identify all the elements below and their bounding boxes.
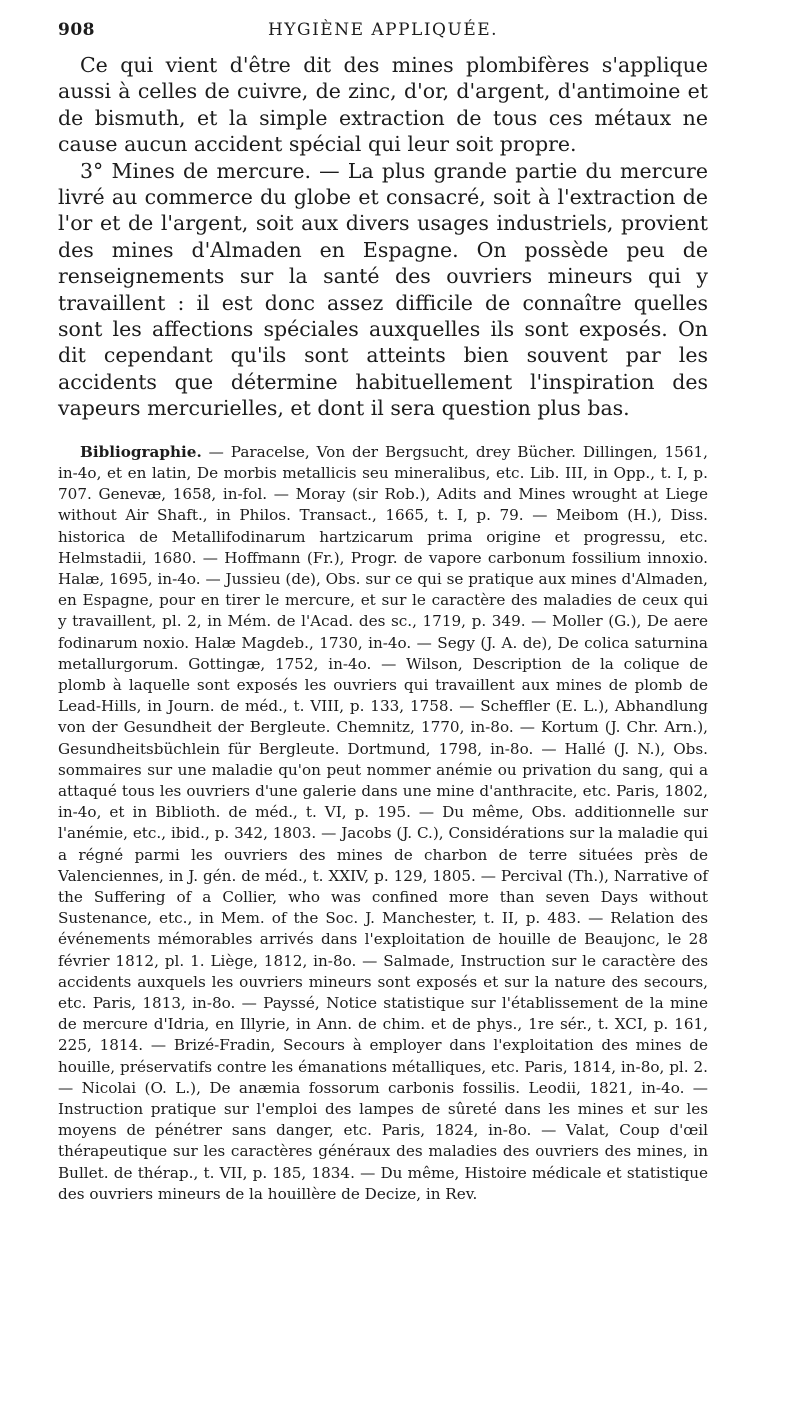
book-page — [58, 14, 708, 1205]
paragraph: Ce qui vient d'être dit des mines plombifères s'applique aussi à celles de cuivre, de zinc, d'or, d'argent, d'antimoine et de bismuth, et la simple extraction de tous ces métaux ne cause aucun accident spécial qui leur soit propre. — [58, 53, 708, 157]
main-text — [58, 52, 708, 422]
bibliography-text: — Paracelse, Von der Bergsucht, drey Bücher. Dillingen, 1561, in-4o, et en latin, De morbis metallicis seu mineralibus, etc. Lib. III, in Opp., t. I, p. 707. Genevæ, 1658, in-fol. — Moray (sir Rob.), Adits and Mines wrought at Liege without Air Shaft., in Philos. Transact., 1665, t. I, p. 79. — Meibom (H.), Diss. historica de Metallifodinarum hartzicarum prima origine et progressu, etc. Helmstadii, 1680. — Hoffmann (Fr.), Progr. de vapore carbonum fossilium innoxio. Halæ, 1695, in-4o. — Jussieu (de), Obs. sur ce qui se pratique aux mines d'Almaden, en Espagne, pour en tirer le mercure, et sur le caractère des maladies de ceux qui y travaillent, pl. 2, in Mém. de l'Acad. des sc., 1719, p. 349. — Moller (G.), De aere fodinarum noxio. Halæ Magdeb., 1730, in-4o. — Segy (J. A. de), De colica saturnina metallurgorum. Gottingæ, 1752, in-4o. — Wilson, Description de la colique de plomb à laquelle sont exposés les ouvriers qui travaillent aux mines de plomb de Lead-Hills, in Journ. de méd., t. VIII, p. 133, 1758. — Scheffler (E. L.), Abhandlung von der Gesundheit der Bergleute. Chemnitz, 1770, in-8o. — Kortum (J. Chr. Arn.), Gesundheitsbüchlein für Bergleute. Dortmund, 1798, in-8o. — Hallé (J. N.), Obs. sommaires sur une maladie qu'on peut nommer anémie ou privation du sang, qui a attaqué tous les ouvriers d'une galerie dans une mine d'anthracite, etc. Paris, 1802, in-4o, et in Biblioth. de méd., t. VI, p. 195. — Du même, Obs. additionnelle sur l'anémie, etc., ibid., p. 342, 1803. — Jacobs (J. C.), Considérations sur la maladie qui a régné parmi les ouvriers des mines de charbon de terre situées près de Valenciennes, in J. gén. de méd., t. XXIV, p. 129, 1805. — Percival (Th.), Narrative of the Suffering of a Collier, who was confined more than seven Days without Sustenance, etc., in Mem. of the Soc. J. Manchester, t. II, p. 483. — Relation des événements mémorables arrivés dans l'exploitation de houille de Beaujonc, le 28 février 1812, pl. 1. Liège, 1812, in-8o. — Salmade, Instruction sur le caractère des accidents auxquels les ouvriers mineurs sont exposés et sur la nature des secours, etc. Paris, 1813, in-8o. — Payssé, Notice statistique sur l'établissement de la mine de mercure d'Idria, en Illyrie, in Ann. de chim. et de phys., 1re sér., t. XCI, p. 161, 225, 1814. — Brizé-Fradin, Secours à employer dans l'exploitation des mines de houille, préservatifs contre les émanations métalliques, etc. Paris, 1814, in-8o, pl. 2. — Nicolai (O. L.), De anæmia fossorum carbonis fossilis. Leodii, 1821, in-4o. — Instruction pratique sur l'emploi des lampes de sûreté dans les mines et sur les moyens de pénétrer sans danger, etc. Paris, 1824, in-8o. — Valat, Coup d'œil thérapeutique sur les caractères généraux des maladies des ouvriers des mines, in Bullet. de thérap., t. VII, p. 185, 1834. — Du même, Histoire médicale et statistique des ouvriers mineurs de la houillère de Decize, in Rev. — [58, 442, 708, 1203]
running-title: HYGIÈNE APPLIQUÉE. — [267, 20, 499, 40]
bibliography-heading: Bibliographie. — [80, 442, 202, 461]
paragraph: 3° Mines de mercure. — La plus grande partie du mercure livré au commerce du globe et consacré, soit à l'extraction de l'or et de l'argent, soit aux divers usages industriels, provient des mines d'Almaden en Espagne. On possède peu de renseignements sur la santé des ouvriers mineurs qui y travaillent : il est donc assez difficile de connaître quelles sont les affections spéciales auxquelles ils sont exposés. On dit cependant qu'ils sont atteints bien souvent par les accidents que détermine habituellement l'inspiration des vapeurs mercurielles, et dont il sera question plus bas. — [58, 158, 708, 421]
bibliography — [58, 442, 708, 1205]
page-header — [58, 14, 708, 50]
page-number: 908 — [58, 20, 95, 40]
